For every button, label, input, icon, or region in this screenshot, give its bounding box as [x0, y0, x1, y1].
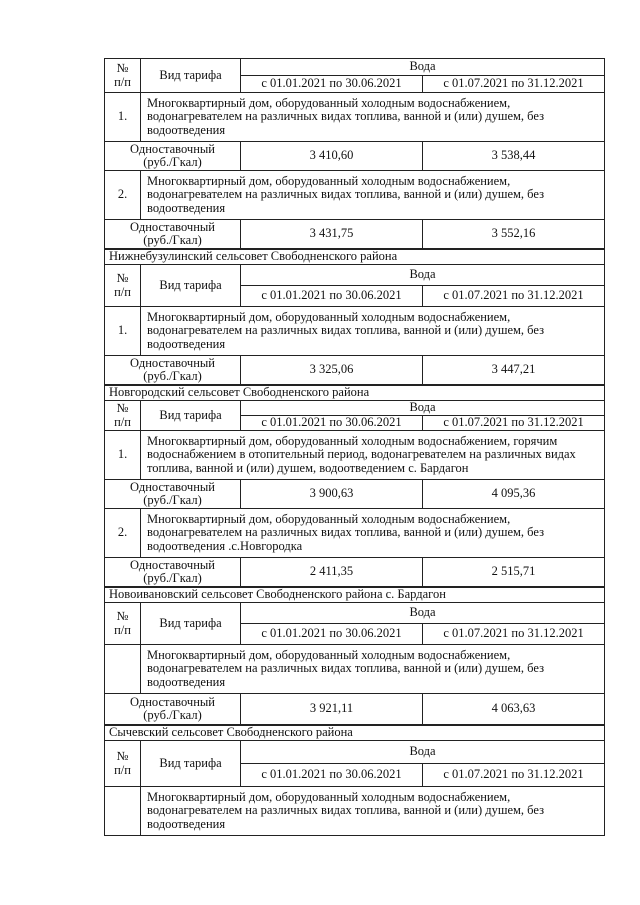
- unit-label: Одноставочный (руб./Гкал): [105, 480, 241, 509]
- value-period-1: 3 921,11: [241, 694, 423, 725]
- value-period-1: 3 900,63: [241, 480, 423, 509]
- tariff-document: [104, 58, 604, 836]
- item-number: 1.: [105, 307, 141, 356]
- item-description: Многоквартирный дом, оборудованный холодным водоснабжением, горячим водоснабжением в отопительный период, водонагревателем на различных видах топлива, ванной и (или) душем, водоотведением с. Бардагон: [141, 431, 605, 480]
- header-period-2: с 01.07.2021 по 31.12.2021: [423, 624, 605, 645]
- header-num: № п/п: [105, 265, 141, 307]
- header-tariff: Вид тарифа: [141, 741, 241, 787]
- unit-label: Одноставочный (руб./Гкал): [105, 356, 241, 385]
- item-number: 1.: [105, 93, 141, 142]
- tariff-section: [104, 725, 604, 836]
- item-number: [105, 645, 141, 694]
- tariff-table: [104, 385, 605, 587]
- unit-label: Одноставочный (руб./Гкал): [105, 220, 241, 249]
- value-period-1: 2 411,35: [241, 558, 423, 587]
- header-num: № п/п: [105, 59, 141, 93]
- item-description: Многоквартирный дом, оборудованный холодным водоснабжением, водонагревателем на различных видах топлива, ванной и (или) душем, без водоотведения: [141, 787, 605, 836]
- header-period-2: с 01.07.2021 по 31.12.2021: [423, 416, 605, 431]
- header-water: Вода: [241, 741, 605, 764]
- header-tariff: Вид тарифа: [141, 603, 241, 645]
- header-tariff: Вид тарифа: [141, 59, 241, 93]
- header-water: Вода: [241, 603, 605, 624]
- value-period-2: 4 063,63: [423, 694, 605, 725]
- header-water: Вода: [241, 59, 605, 76]
- header-period-1: с 01.01.2021 по 30.06.2021: [241, 764, 423, 787]
- value-period-2: 3 447,21: [423, 356, 605, 385]
- tariff-table: [104, 587, 605, 725]
- header-period-2: с 01.07.2021 по 31.12.2021: [423, 76, 605, 93]
- unit-label: Одноставочный (руб./Гкал): [105, 694, 241, 725]
- header-period-1: с 01.01.2021 по 30.06.2021: [241, 624, 423, 645]
- value-period-2: 2 515,71: [423, 558, 605, 587]
- item-description: Многоквартирный дом, оборудованный холодным водоснабжением, водонагревателем на различных видах топлива, ванной и (или) душем, без водоотведения .с.Новгородка: [141, 509, 605, 558]
- section-title: Новоивановский сельсовет Свободненского района с. Бардагон: [105, 588, 605, 603]
- section-title: Сычевский сельсовет Свободненского района: [105, 726, 605, 741]
- header-period-1: с 01.01.2021 по 30.06.2021: [241, 416, 423, 431]
- section-title: Нижнебузулинский сельсовет Свободненского района: [105, 250, 605, 265]
- tariff-section: [104, 587, 604, 725]
- header-num: № п/п: [105, 401, 141, 431]
- tariff-table: [104, 725, 605, 836]
- item-description: Многоквартирный дом, оборудованный холодным водоснабжением, водонагревателем на различных видах топлива, ванной и (или) душем, без водоотведения: [141, 93, 605, 142]
- item-description: Многоквартирный дом, оборудованный холодным водоснабжением, водонагревателем на различных видах топлива, ванной и (или) душем, без водоотведения: [141, 645, 605, 694]
- value-period-1: 3 410,60: [241, 142, 423, 171]
- value-period-1: 3 325,06: [241, 356, 423, 385]
- header-period-1: с 01.01.2021 по 30.06.2021: [241, 76, 423, 93]
- item-number: [105, 787, 141, 836]
- section-title: Новгородский сельсовет Свободненского района: [105, 386, 605, 401]
- header-num: № п/п: [105, 603, 141, 645]
- item-number: 2.: [105, 509, 141, 558]
- value-period-2: 3 538,44: [423, 142, 605, 171]
- header-num: № п/п: [105, 741, 141, 787]
- unit-label: Одноставочный (руб./Гкал): [105, 142, 241, 171]
- value-period-2: 3 552,16: [423, 220, 605, 249]
- header-water: Вода: [241, 265, 605, 286]
- header-period-2: с 01.07.2021 по 31.12.2021: [423, 286, 605, 307]
- item-description: Многоквартирный дом, оборудованный холодным водоснабжением, водонагревателем на различных видах топлива, ванной и (или) душем, без водоотведения: [141, 171, 605, 220]
- item-number: 1.: [105, 431, 141, 480]
- tariff-section: [104, 249, 604, 385]
- header-tariff: Вид тарифа: [141, 401, 241, 431]
- tariff-table: [104, 58, 605, 249]
- item-number: 2.: [105, 171, 141, 220]
- item-description: Многоквартирный дом, оборудованный холодным водоснабжением, водонагревателем на различных видах топлива, ванной и (или) душем, без водоотведения: [141, 307, 605, 356]
- header-period-1: с 01.01.2021 по 30.06.2021: [241, 286, 423, 307]
- tariff-table: [104, 249, 605, 385]
- header-period-2: с 01.07.2021 по 31.12.2021: [423, 764, 605, 787]
- header-tariff: Вид тарифа: [141, 265, 241, 307]
- value-period-1: 3 431,75: [241, 220, 423, 249]
- tariff-section: [104, 385, 604, 587]
- unit-label: Одноставочный (руб./Гкал): [105, 558, 241, 587]
- tariff-section: [104, 58, 604, 249]
- header-water: Вода: [241, 401, 605, 416]
- value-period-2: 4 095,36: [423, 480, 605, 509]
